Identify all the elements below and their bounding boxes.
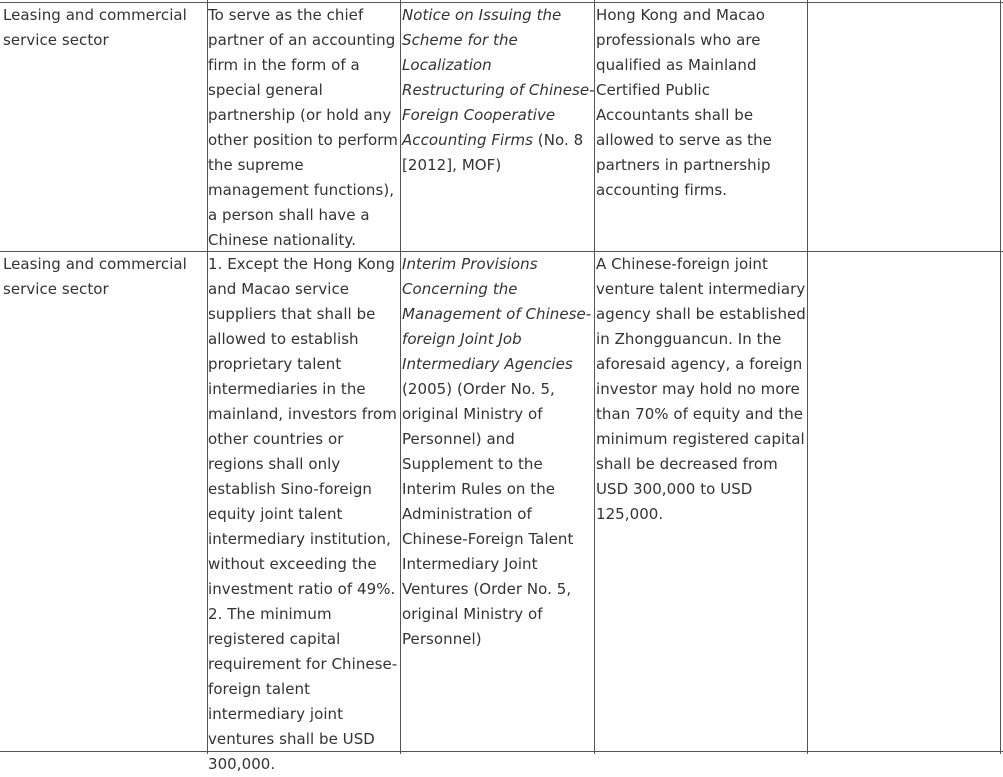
row-2-basis-ref: (2005) (Order No. 5, original Ministry of Personnel) and Supplement to the Interim Rules on the Administration of Chinese-Foreign Talent Intermediary Joint Ventures (Order No. 5, original Ministry of Personnel) — [402, 380, 574, 648]
row-1-basis-ref: (No. 8 [2012], MOF) — [402, 131, 584, 174]
row-1-opening-cell: Hong Kong and Macao professionals who are qualified as Mainland Certified Public Accountants shall be allowed to serve as the partners in partnership accounting firms. — [596, 6, 772, 199]
row-1-measure-cell: To serve as the chief partner of an accounting firm in the form of a special general partnership (or hold any other position to perform the supreme management functions), a person shall have a Chinese nationality. — [208, 6, 398, 249]
row-2-opening-cell: A Chinese-foreign joint venture talent intermediary agency shall be established in Zhongguancun. In the aforesaid agency, a foreign investor may hold no more than 70% of equity and the minimum registered capital shall be decreased from USD 300,000 to USD 125,000. — [596, 255, 806, 523]
table-right-border — [1000, 0, 1001, 754]
row-1-sector-cell: Leasing and commercial service sector — [3, 6, 187, 49]
row-2-sector-cell: Leasing and commercial service sector — [3, 255, 187, 298]
row-1-basis-cell — [399, 3, 597, 178]
row-2-basis-cell — [399, 252, 597, 652]
row-2-basis-title: Interim Provisions Concerning the Management of Chinese-foreign Joint Job Intermediary Agencies — [402, 255, 592, 373]
table-bottom-border — [0, 751, 1003, 752]
row-2-measure-cell: 1. Except the Hong Kong and Macao service suppliers that shall be allowed to establish proprietary talent intermediaries in the mainland, investors from other countries or regions shall only establish Sino-foreign equity joint talent intermediary institution, without exceeding the investment ratio of 49%. 2. The minimum registered capital requirement for Chinese-foreign talent intermediary joint ventures shall be USD 300,000. — [208, 255, 398, 773]
row-1-basis-title: Notice on Issuing the Scheme for the Localization Restructuring of Chinese-Foreign Cooperative Accounting Firms — [402, 6, 595, 149]
